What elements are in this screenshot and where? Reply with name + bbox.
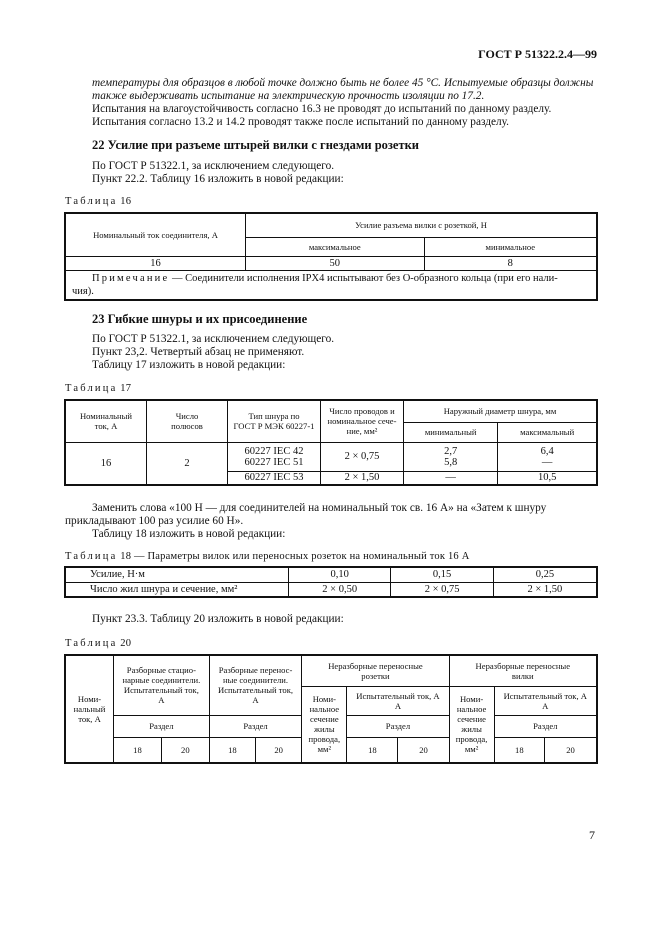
table-20-header-rated: Номи- нальный ток, А [65, 655, 114, 763]
table-18-row-2-col-2: 2 × 0,75 [391, 582, 493, 597]
table-20-g4-20: 20 [545, 737, 597, 763]
document-header: ГОСТ Р 51322.2.4—99 [478, 47, 597, 61]
table-18-row-2-col-1: 2 × 0,50 [289, 582, 391, 597]
table-17-header-diameter: Наружный диаметр шнура, мм [404, 400, 598, 422]
table-16-cell-max: 50 [246, 256, 425, 270]
section-23-paragraph-3: Таблицу 17 изложить в новой редакции: [92, 359, 286, 371]
table-17-cell-min-a: 2,7 5,8 [404, 442, 498, 471]
table-16-cell-min: 8 [424, 256, 597, 270]
table-20-header-group-3: Неразборные переносные розетки [302, 655, 449, 686]
table-17-cell-cond-b: 2 × 1,50 [321, 471, 404, 485]
table-16-caption-word: Таблица [65, 196, 118, 207]
table-20-caption-word: Таблица [65, 638, 118, 649]
table-20-g1-20: 20 [161, 737, 209, 763]
table-20-razdel-g3: Раздел [347, 715, 449, 737]
table-18-caption-word: Таблица [65, 551, 118, 562]
table-18 [64, 566, 598, 598]
section-23-heading: 23 Гибкие шнуры и их присоединение [92, 312, 308, 326]
table-17-cell-type-a: 60227 IEC 42 60227 IEC 51 [228, 442, 321, 471]
table-20-header-section-g3: Номи- нальное сечение жилы провода, мм² [302, 686, 347, 763]
page-number: 7 [589, 828, 595, 842]
table-17-header-conductors: Число проводов и номинальное сече- ние, мм² [321, 400, 404, 442]
mid-paragraph-3: Таблицу 18 изложить в новой редакции: [92, 528, 286, 540]
table-17-cell-type-b: 60227 IEC 53 [228, 471, 321, 485]
table-18-row-2-col-3: 2 × 1,50 [493, 582, 597, 597]
table-20-g2-18: 18 [209, 737, 255, 763]
table-16-header-min: минимальное [424, 237, 597, 256]
table-17-caption-word: Таблица [65, 383, 118, 394]
table-20 [64, 654, 598, 764]
table-16-header-max: максимальное [246, 237, 425, 256]
mid-paragraph-1: Заменить слова «100 Н — для соединителей на номинальный ток св. 16 А» на «Затем к шнуру [92, 502, 547, 514]
table-17-caption-number: 17 [120, 383, 132, 394]
table-20-caption [65, 638, 131, 649]
table-17-header-rated: Номинальный ток, А [65, 400, 147, 442]
table-16-note [65, 270, 597, 300]
table-17-cell-max-b: 10,5 [498, 471, 597, 485]
table-20-header-group-2: Разборные перенос- ные соединители. Испытательный ток, А [209, 655, 302, 715]
section-22-paragraph-2: Пункт 22.2. Таблицу 16 изложить в новой редакции: [92, 173, 344, 185]
table-20-header-testcur-g4: Испытательный ток, А А [494, 686, 597, 715]
table-20-razdel-g2: Раздел [209, 715, 302, 737]
table-18-row-2-label: Число жил шнура и сечение, мм² [65, 582, 289, 597]
section-23-3-paragraph: Пункт 23.3. Таблицу 20 изложить в новой редакции: [92, 613, 344, 625]
section-22-heading: 22 Усилие при разъеме штырей вилки с гнездами розетки [92, 138, 420, 152]
section-22-paragraph-1: По ГОСТ Р 51322.1, за исключением следующего. [92, 160, 335, 172]
table-20-razdel-g1: Раздел [114, 715, 210, 737]
table-17-cell-max-a: 6,4 — [498, 442, 597, 471]
table-18-row-1-col-2: 0,15 [391, 567, 493, 582]
table-17-header-max: максимальный [498, 422, 597, 442]
table-16 [64, 212, 598, 301]
table-18-row-1-label: Усилие, Н·м [65, 567, 289, 582]
table-20-g4-18: 18 [494, 737, 544, 763]
intro-line-2: также выдерживать испытание на электрическую прочность изоляции по 17.2. [92, 90, 485, 102]
table-20-razdel-g4: Раздел [494, 715, 597, 737]
table-16-note-word: Примечание [92, 272, 170, 284]
table-16-header-rated-current: Номинальный ток соединителя, А [65, 213, 246, 256]
table-18-row-1-col-1: 0,10 [289, 567, 391, 582]
table-18-caption-text: 18 — Параметры вилок или переносных розеток на номинальный ток 16 А [120, 551, 470, 562]
table-18-row-1-col-3: 0,25 [493, 567, 597, 582]
table-17-header-cord-type: Тип шнура по ГОСТ Р МЭК 60227-1 [228, 400, 321, 442]
table-17 [64, 399, 598, 486]
table-16-cell-rated: 16 [65, 256, 246, 270]
table-17-cell-min-b: — [404, 471, 498, 485]
table-18-caption [65, 551, 469, 562]
table-16-header-force: Усилие разъема вилки с розеткой, Н [246, 213, 598, 237]
table-17-cell-poles: 2 [147, 442, 228, 485]
intro-line-4: Испытания согласно 13.2 и 14.2 проводят также после испытаний по данному разделу. [92, 116, 509, 128]
table-16-caption-number: 16 [120, 196, 132, 207]
section-23-paragraph-1: По ГОСТ Р 51322.1, за исключением следующего. [92, 333, 335, 345]
table-17-cell-rated: 16 [65, 442, 147, 485]
table-20-header-group-1: Разборные стацио- нарные соединители. Испытательный ток, А [114, 655, 210, 715]
intro-line-3: Испытания на влагоустойчивость согласно 16.3 не проводят до испытаний по данному разделу. [92, 103, 552, 115]
table-17-header-min: минимальный [404, 422, 498, 442]
table-17-cell-cond-a: 2 × 0,75 [321, 442, 404, 471]
table-20-header-group-4: Неразборные переносные вилки [449, 655, 597, 686]
table-20-g3-18: 18 [347, 737, 398, 763]
table-20-g1-18: 18 [114, 737, 162, 763]
table-16-note-text-2: чия). [72, 285, 94, 297]
table-20-header-testcur-g3: Испытательный ток, А А [347, 686, 449, 715]
section-23-paragraph-2: Пункт 23,2. Четвертый абзац не применяют. [92, 346, 305, 358]
table-20-caption-number: 20 [120, 638, 132, 649]
table-16-note-text-1: — Соединители исполнения IPX4 испытывают без О-образного кольца (при его нали- [169, 272, 558, 284]
mid-paragraph-2: прикладывают 100 раз усилие 60 Н». [65, 515, 244, 527]
table-20-header-section-g4: Номи- нальное сечение жилы провода, мм² [449, 686, 494, 763]
table-16-caption [65, 196, 131, 207]
table-20-g2-20: 20 [256, 737, 302, 763]
table-17-header-poles: Число полюсов [147, 400, 228, 442]
table-17-caption [65, 383, 131, 394]
table-20-g3-20: 20 [398, 737, 449, 763]
intro-line-1: температуры для образцов в любой точке должно быть не более 45 °С. Испытуемые образцы должны [92, 77, 594, 89]
